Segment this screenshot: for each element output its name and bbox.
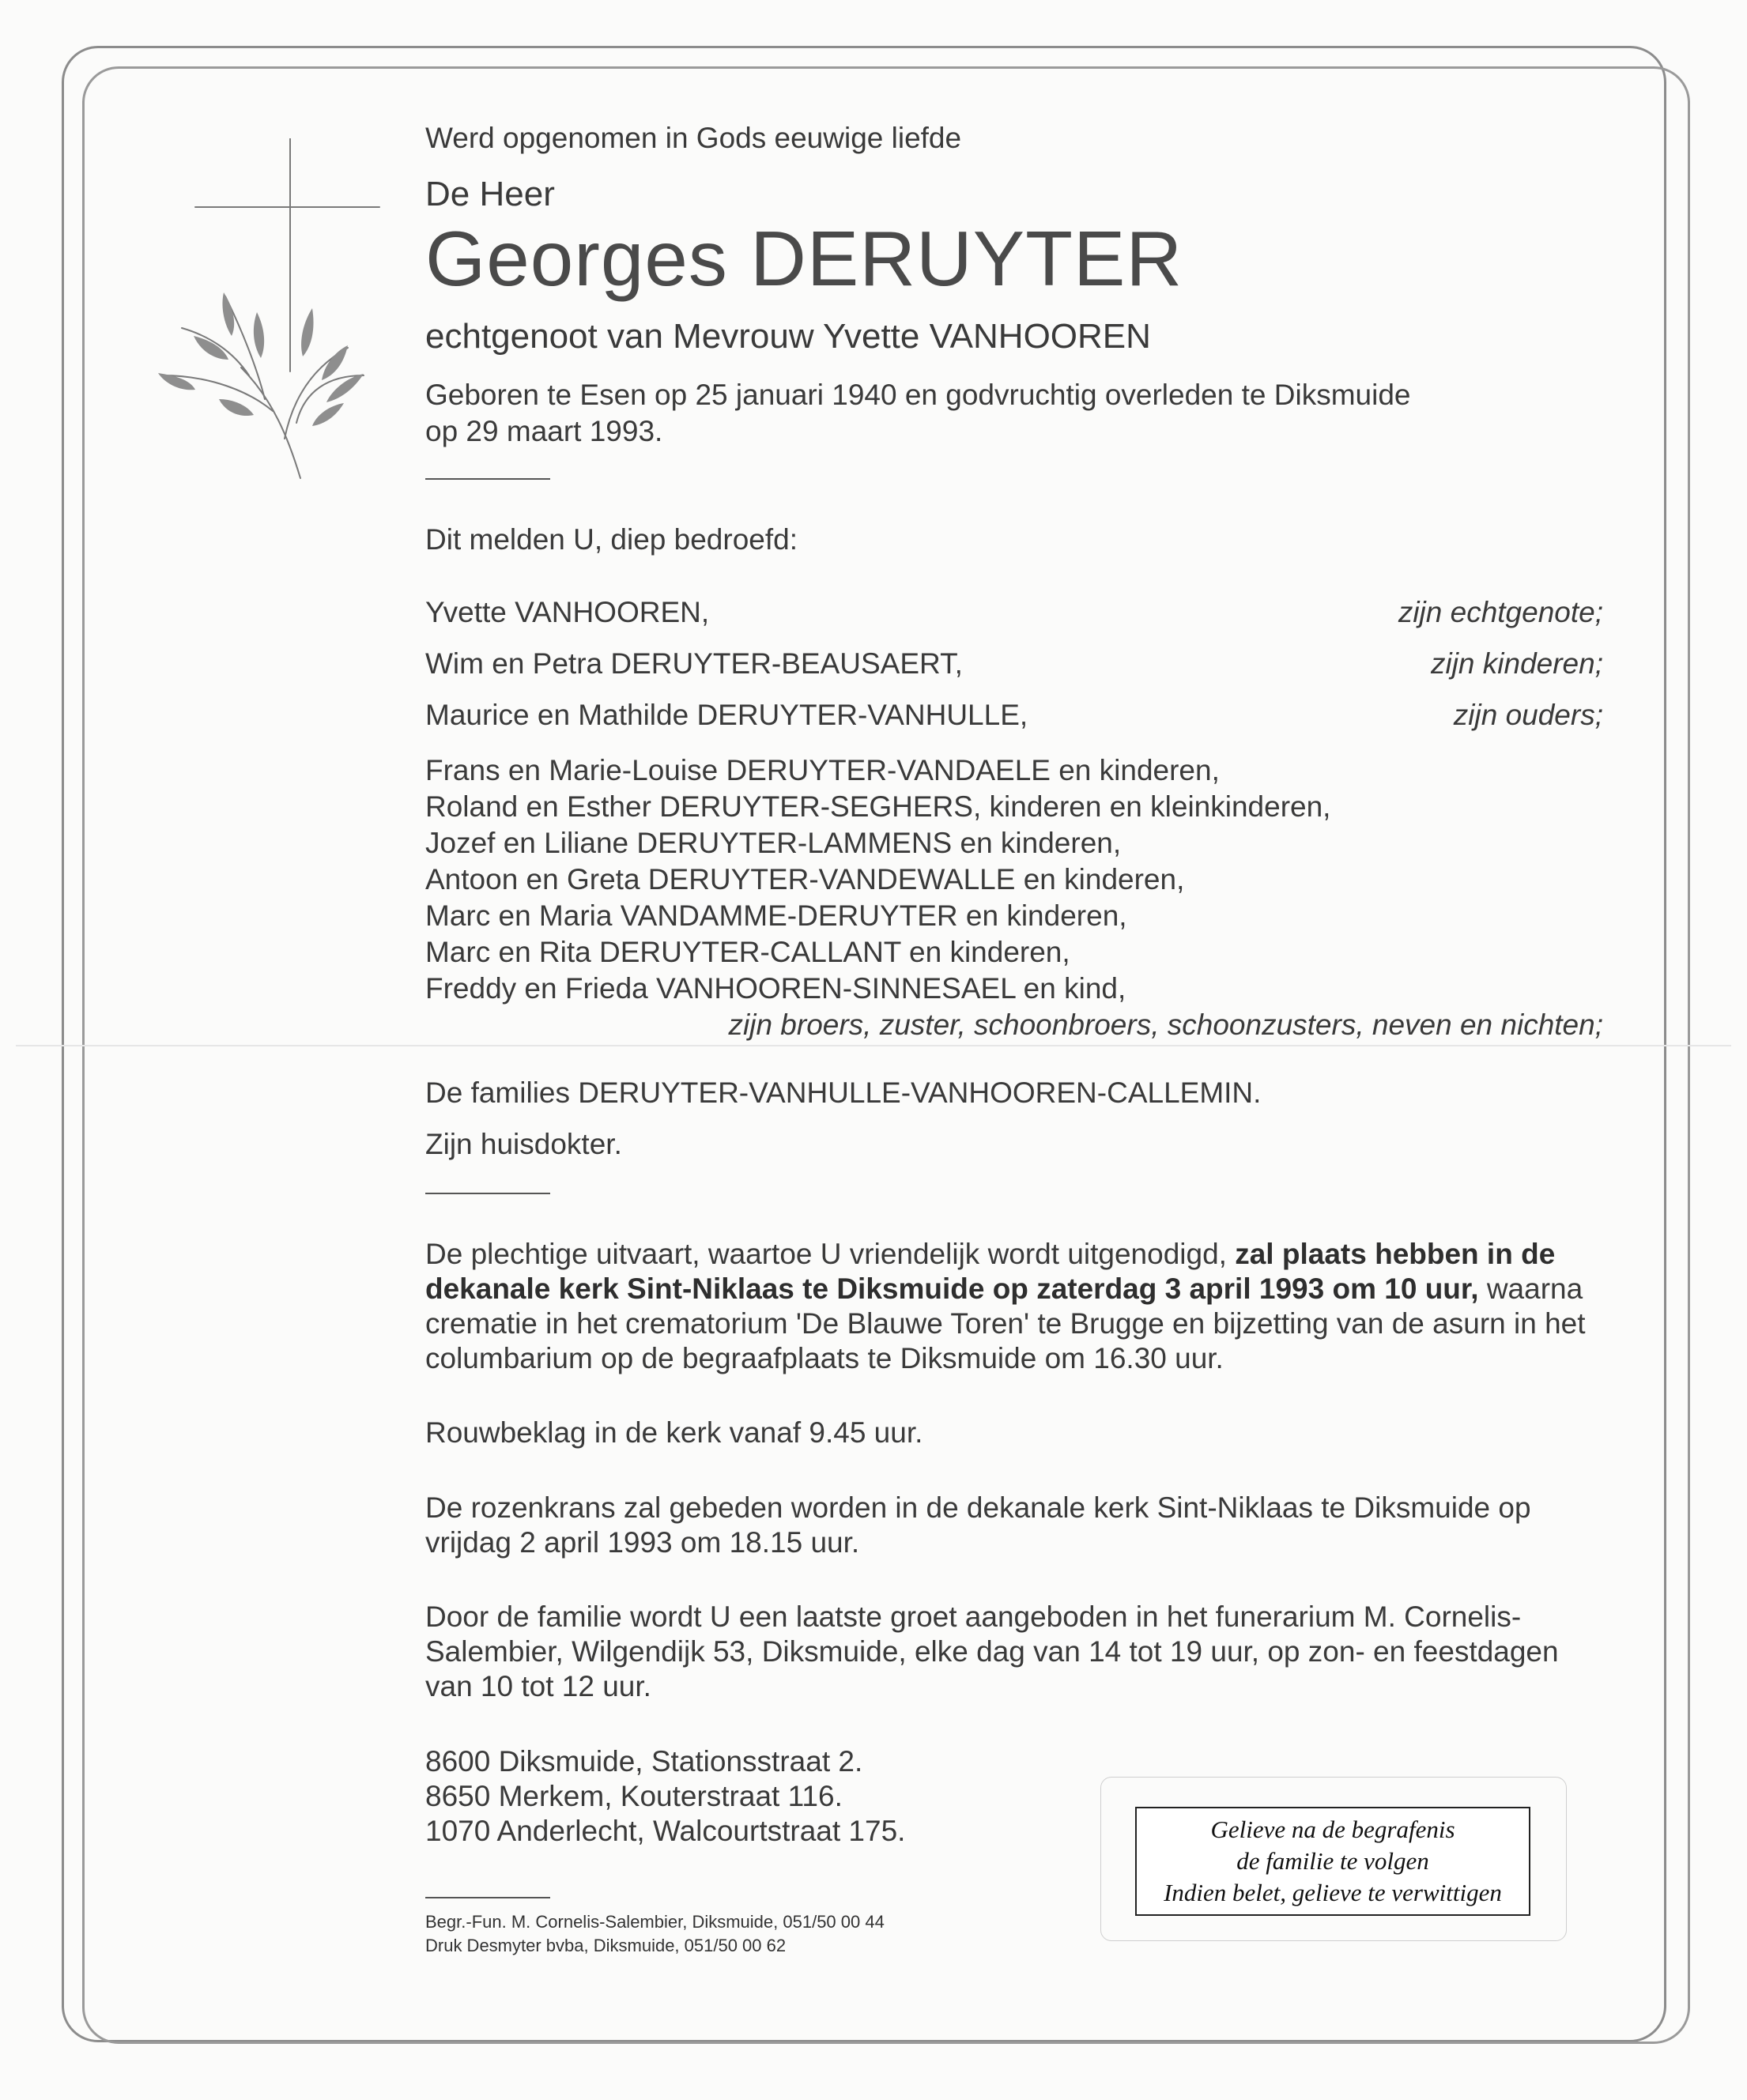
funeral-paragraph	[425, 1237, 1595, 1376]
sibling-line: Freddy en Frieda VANHOOREN-SINNESAEL en kind,	[425, 972, 1126, 1005]
sibling-line: Frans en Marie-Louise DERUYTER-VANDAELE en kinderen,	[425, 754, 1220, 786]
sibling-line: Marc en Rita DERUYTER-CALLANT en kinderen,	[425, 936, 1070, 968]
intro-line: Werd opgenomen in Gods eeuwige liefde	[425, 122, 962, 154]
relative-relation: zijn kinderen;	[1430, 647, 1603, 680]
note-line: de familie te volgen	[1236, 1847, 1429, 1875]
honorific: De Heer	[425, 175, 555, 213]
divider	[425, 1193, 550, 1194]
relative-name: Maurice en Mathilde DERUYTER-VANHULLE,	[425, 699, 1028, 731]
birth-death-line-1: Geboren te Esen op 25 januari 1940 en godvruchtig overleden te Diksmuide	[425, 379, 1411, 411]
doctor-line: Zijn huisdokter.	[425, 1128, 622, 1160]
relative-relation: zijn echtgenote;	[1398, 596, 1603, 628]
cross-branch-icon	[146, 138, 391, 486]
address-line: 1070 Anderlecht, Walcourtstraat 175.	[425, 1815, 906, 1847]
relative-relation: zijn ouders;	[1453, 699, 1603, 731]
sibling-line: Marc en Maria VANDAMME-DERUYTER en kinderen,	[425, 899, 1127, 932]
funeral-text: De plechtige uitvaart, waartoe U vriendelijk wordt uitgenodigd,	[425, 1238, 1236, 1270]
rosary-paragraph: De rozenkrans zal gebeden worden in de dekanale kerk Sint-Niklaas te Diksmuide op vrijdag 2 april 1993 om 18.15 uur.	[425, 1491, 1531, 1559]
note-line: Gelieve na de begrafenis	[1210, 1815, 1455, 1843]
address-line: 8650 Merkem, Kouterstraat 116.	[425, 1780, 843, 1812]
relative-name: Wim en Petra DERUYTER-BEAUSAERT,	[425, 647, 963, 680]
address-line: 8600 Diksmuide, Stationsstraat 2.	[425, 1745, 863, 1778]
spouse-line: echtgenoot van Mevrouw Yvette VANHOOREN	[425, 317, 1151, 356]
funeral-bold-text: zal plaats hebben in de dekanale kerk Sint-Niklaas te Diksmuide op zaterdag 3 april 1993 om 10 uur,	[425, 1238, 1556, 1305]
announce-line: Dit melden U, diep bedroefd:	[425, 523, 798, 556]
note-line: Indien belet, gelieve te verwittigen	[1164, 1879, 1502, 1906]
families-line: De families DERUYTER-VANHULLE-VANHOOREN-CALLEMIN.	[425, 1076, 1262, 1109]
divider	[425, 1897, 550, 1898]
funeral-text: waarna crematie in het crematorium 'De Blauwe Toren' te Brugge en bijzetting van de asurn in het columbarium op de begraafplaats te Diksmuide om 16.30 uur.	[425, 1272, 1586, 1374]
relative-name: Yvette VANHOOREN,	[425, 596, 710, 628]
sibling-line: Antoon en Greta DERUYTER-VANDEWALLE en kinderen,	[425, 863, 1185, 895]
footer-printer: Druk Desmyter bvba, Diksmuide, 051/50 00 62	[425, 1936, 787, 1955]
deceased-name: Georges DERUYTER	[425, 215, 1183, 302]
footer-funeral-home: Begr.-Fun. M. Cornelis-Salembier, Diksmuide, 051/50 00 44	[425, 1912, 885, 1932]
birth-death-line-2: op 29 maart 1993.	[425, 415, 663, 447]
farewell-paragraph: Door de familie wordt U een laatste groet aangeboden in het funerarium M. Cornelis-Salembier, Wilgendijk 53, Diksmuide, elke dag van 14 tot 19 uur, op zon- en feestdagen van 10 tot 12 uur.	[425, 1600, 1559, 1702]
divider	[425, 478, 550, 480]
condolence-line: Rouwbeklag in de kerk vanaf 9.45 uur.	[425, 1416, 923, 1449]
sibling-line: Jozef en Liliane DERUYTER-LAMMENS en kinderen,	[425, 827, 1122, 859]
sibling-line: Roland en Esther DERUYTER-SEGHERS, kinderen en kleinkinderen,	[425, 790, 1331, 823]
fold-line	[16, 1045, 1731, 1046]
siblings-relation: zijn broers, zuster, schoonbroers, schoonzusters, neven en nichten;	[728, 1009, 1603, 1041]
note-box	[1135, 1807, 1530, 1916]
